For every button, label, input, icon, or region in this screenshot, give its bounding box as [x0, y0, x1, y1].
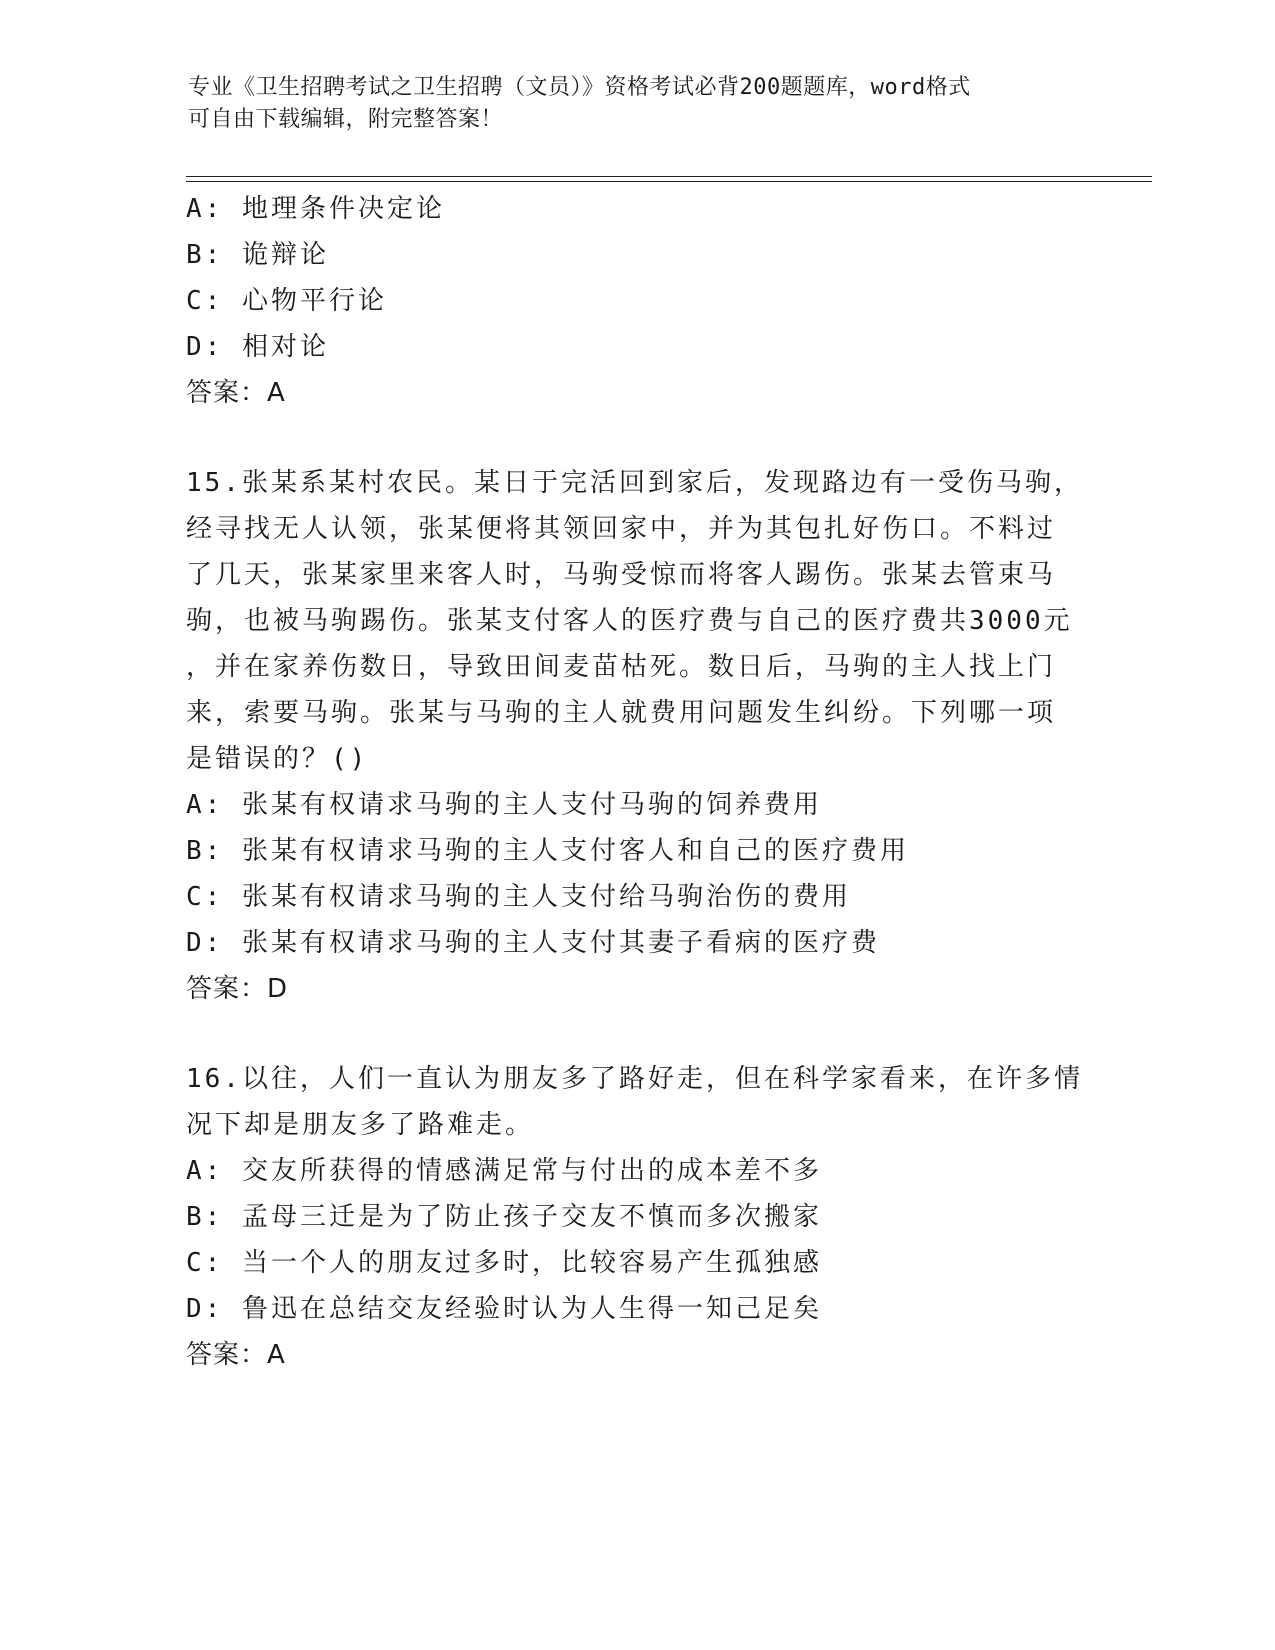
question-15	[186, 460, 1086, 1012]
question-stem-line: 驹，也被马驹踢伤。张某支付客人的医疗费与自己的医疗费共3000元	[186, 606, 1073, 636]
header-divider-bottom	[186, 181, 1152, 182]
question-stem-line: 来，索要马驹。张某与马驹的主人就费用问题发生纠纷。下列哪一项	[186, 698, 1057, 728]
question-list	[186, 186, 1086, 1378]
page-header	[188, 72, 1068, 136]
answer: 答案：A	[186, 378, 286, 408]
question-16	[186, 1056, 1086, 1378]
option-c: C: 心物平行论	[186, 286, 387, 316]
option-d: D: 鲁迅在总结交友经验时认为人生得一知己足矣	[186, 1294, 822, 1324]
question-14	[186, 186, 1086, 416]
header-line-1: 专业《卫生招聘考试之卫生招聘（文员）》资格考试必背200题题库，word格式	[188, 75, 971, 100]
question-stem-line: 经寻找无人认领，张某便将其领回家中，并为其包扎好伤口。不料过	[186, 514, 1057, 544]
option-a: A: 地理条件决定论	[186, 194, 445, 224]
answer: 答案：D	[186, 974, 289, 1004]
question-stem-line: 15.张某系某村农民。某日于完活回到家后，发现路边有一受伤马驹，	[186, 468, 1083, 498]
question-stem-line: 16.以往，人们一直认为朋友多了路好走，但在科学家看来，在许多情	[186, 1064, 1083, 1094]
spacer	[186, 416, 1086, 460]
answer: 答案：A	[186, 1340, 286, 1370]
option-c: C: 张某有权请求马驹的主人支付给马驹治伤的费用	[186, 882, 851, 912]
header-divider-top	[186, 176, 1152, 177]
option-c: C: 当一个人的朋友过多时，比较容易产生孤独感	[186, 1248, 822, 1278]
question-stem-line: 况下却是朋友多了路难走。	[186, 1110, 535, 1140]
spacer	[186, 1012, 1086, 1056]
option-d: D: 张某有权请求马驹的主人支付其妻子看病的医疗费	[186, 928, 880, 958]
header-line-2: 可自由下载编辑，附完整答案！	[188, 107, 504, 132]
question-stem-line: 是错误的？()	[186, 744, 369, 774]
option-a: A: 张某有权请求马驹的主人支付马驹的饲养费用	[186, 790, 822, 820]
question-stem-line: ，并在家养伤数日，导致田间麦苗枯死。数日后，马驹的主人找上门	[186, 652, 1057, 682]
option-a: A: 交友所获得的情感满足常与付出的成本差不多	[186, 1156, 822, 1186]
option-d: D: 相对论	[186, 332, 329, 362]
option-b: B: 孟母三迁是为了防止孩子交友不慎而多次搬家	[186, 1202, 822, 1232]
option-b: B: 诡辩论	[186, 240, 329, 270]
option-b: B: 张某有权请求马驹的主人支付客人和自己的医疗费用	[186, 836, 909, 866]
question-stem-line: 了几天，张某家里来客人时，马驹受惊而将客人踢伤。张某去管束马	[186, 560, 1057, 590]
